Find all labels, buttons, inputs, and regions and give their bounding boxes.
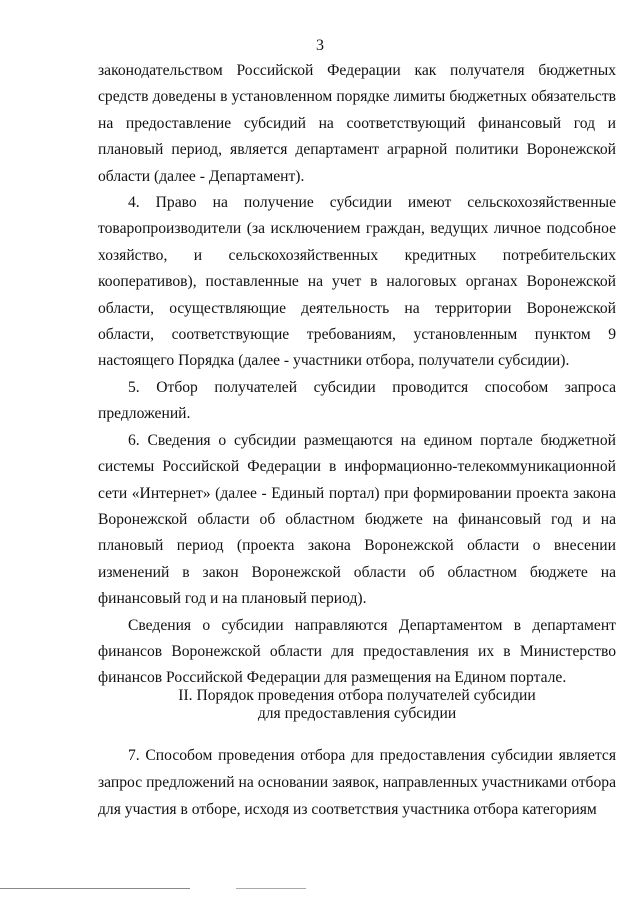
paragraph-continuation: законодательством Российской Федерации как получателя бюджетных средств доведены в установленном порядке лимиты бюджетных обязательств на предоставление субсидий на соответствующий финансовый год и плановый период, является департамент аграрной политики Воронежской области (далее - Департамент).	[98, 62, 616, 185]
paragraph-item-5: 5. Отбор получателей субсидии проводится способом запроса предложений.	[98, 378, 616, 423]
paragraph-item-6: 6. Сведения о субсидии размещаются на едином портале бюджетной системы Российской Федерации в информационно-телекоммуникационной сети «Интернет» (далее - Единый портал) при формировании проекта закона Воронежской области об областном бюджете на финансовый год и на плановый период (проекта закона Воронежской области о внесении изменений в закон Воронежской области об областном бюджете на финансовый год и на плановый период).	[98, 431, 616, 608]
section-heading	[98, 687, 616, 723]
section-heading-line-1: II. Порядок проведения отбора получателей субсидии	[178, 687, 536, 704]
page-number: 3	[316, 37, 324, 54]
paragraph-item-6-continued: Сведения о субсидии направляются Департаментом в департамент финансов Воронежской области для предоставления их в Министерство финансов Российской Федерации для размещения на Едином портале.	[98, 616, 616, 687]
section-body	[98, 742, 616, 823]
document-body	[98, 58, 616, 692]
paragraph-item-4: 4. Право на получение субсидии имеют сельскохозяйственные товаропроизводители (за исключением граждан, ведущих личное подсобное хозяйство, и сельскохозяйственных кредитных потребительских кооперативов), поставленные на учет в налоговых органах Воронежской области, осуществляющие деятельность на территории Воронежской области, соответствующие требованиям, установленным пунктом 9 настоящего Порядка (далее - участники отбора, получатели субсидии).	[98, 194, 616, 370]
scan-edge-line-2	[236, 888, 306, 889]
scan-edge-line	[0, 888, 190, 889]
section-heading-line-2: для предоставления субсидии	[257, 705, 457, 722]
paragraph-item-7: 7. Способом проведения отбора для предоставления субсидии является запрос предложений на основании заявок, направленных участниками отбора для участия в отборе, исходя из соответствия участника отбора категориям	[98, 747, 616, 818]
